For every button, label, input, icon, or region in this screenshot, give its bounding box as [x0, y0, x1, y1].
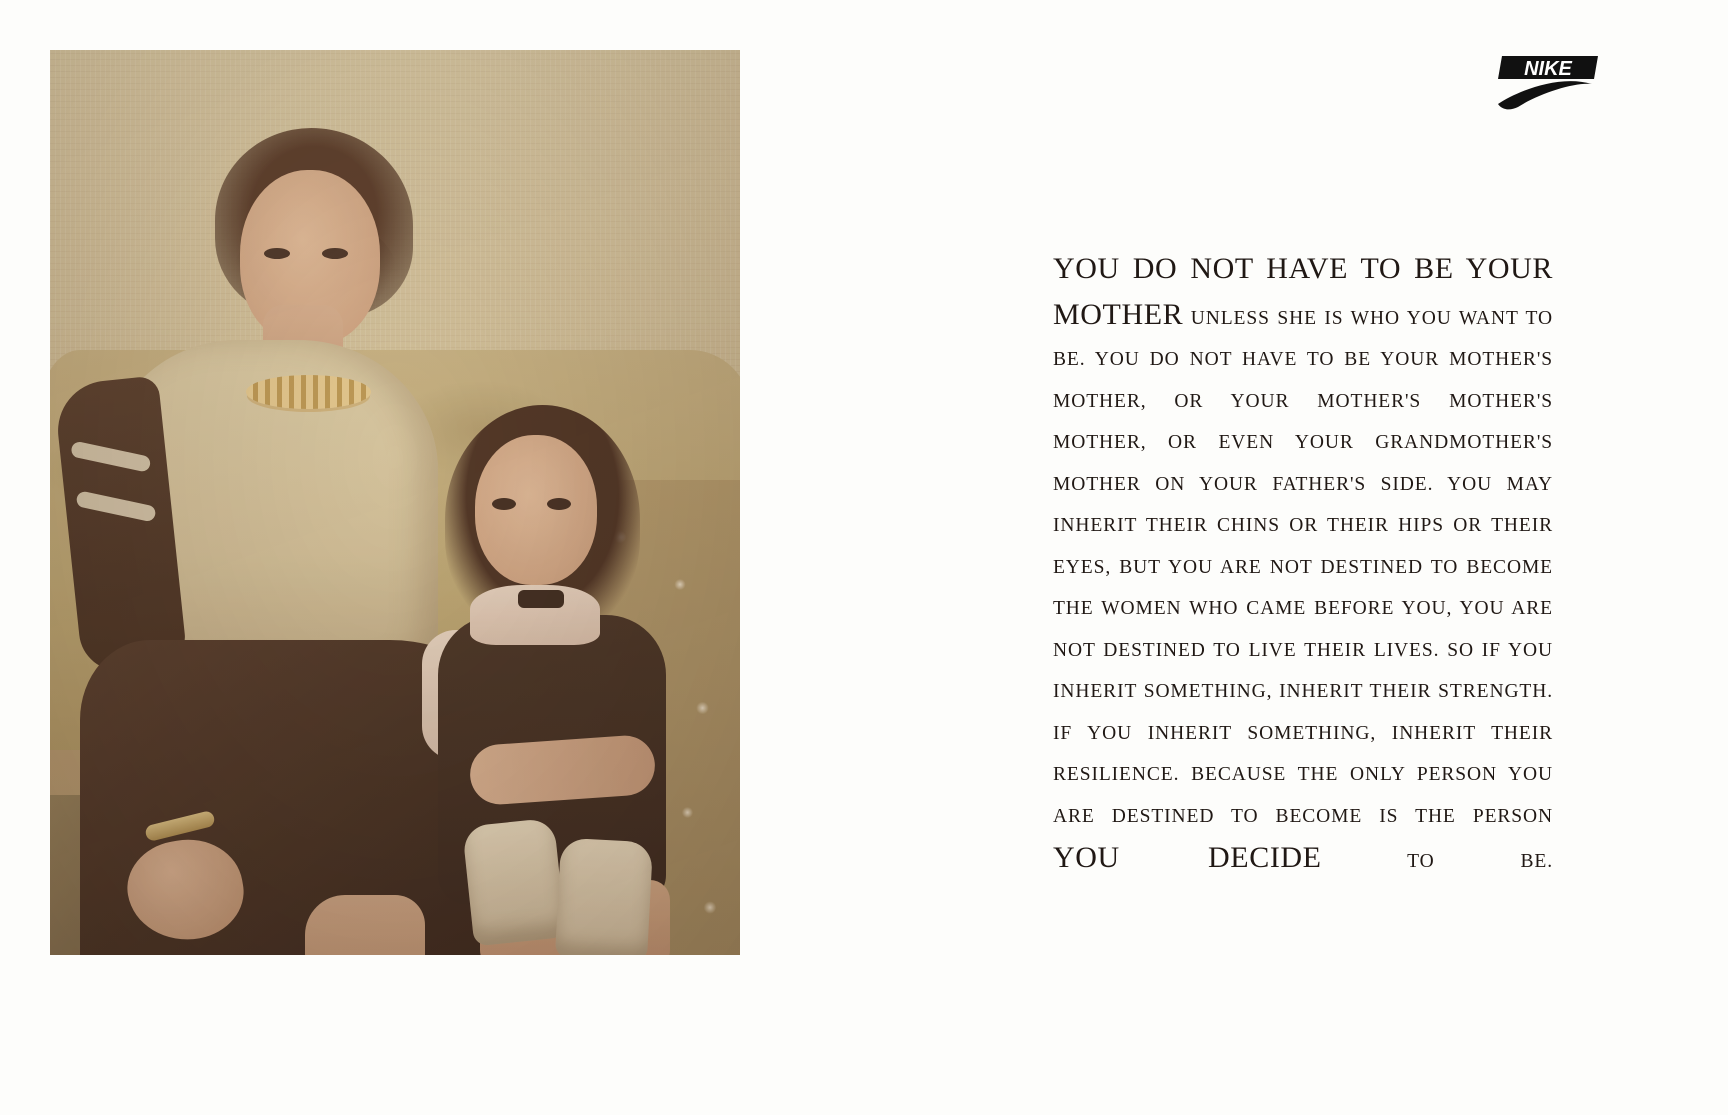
woman-leg: [305, 895, 425, 955]
girl-right-shoe: [555, 838, 653, 955]
swoosh-icon: [1498, 81, 1592, 109]
girl-face: [475, 435, 597, 585]
photo-scene: [50, 50, 740, 955]
svg-text:NIKE: NIKE: [1524, 58, 1572, 80]
nike-logo: [1496, 52, 1606, 110]
ad-copy-block: [1053, 248, 1553, 883]
ad-copy-paragraph: [1053, 248, 1553, 883]
body-text-2: TO BE.: [1321, 851, 1553, 872]
pearl-necklace: [246, 375, 371, 409]
vintage-photograph: [50, 50, 740, 955]
sleeve-stripe: [70, 440, 152, 472]
woman-right-eye: [322, 248, 348, 259]
girl-bowtie: [518, 590, 564, 608]
girl-left-shoe: [462, 818, 566, 947]
girl-right-eye: [547, 498, 571, 510]
girl-left-eye: [492, 498, 516, 510]
body-text-1: UNLESS SHE IS WHO YOU WANT TO BE. YOU DO NOT HAVE TO BE YOUR MOTHER'S MOTHER, OR YOUR MOTHER'S MOTHER'S MOTHER, OR EVEN YOUR GRANDMOTHER'S MOTHER ON YOUR FATHER'S SIDE. YOU MAY INHERIT THEIR CHINS OR THEIR HIPS OR THEIR EYES, BUT YOU ARE NOT DESTINED TO BECOME THE WOMEN WHO CAME BEFORE YOU, YOU ARE NOT DESTINED TO LIVE THEIR LIVES. SO IF YOU INHERIT SOMETHING, INHERIT THEIR STRENGTH. IF YOU INHERIT SOMETHING, INHERIT THEIR RESILIENCE. BECAUSE THE ONLY PERSON YOU ARE DESTINED TO BECOME IS THE PERSON: [1053, 307, 1553, 827]
woman-left-eye: [264, 248, 290, 259]
sleeve-stripe: [75, 490, 157, 522]
emphasis-text: YOU DECIDE: [1053, 841, 1322, 874]
nike-wordmark-icon: [1498, 56, 1598, 80]
headline: YOU DO NOT HAVE TO BE YOUR MOTHER: [1053, 252, 1553, 331]
